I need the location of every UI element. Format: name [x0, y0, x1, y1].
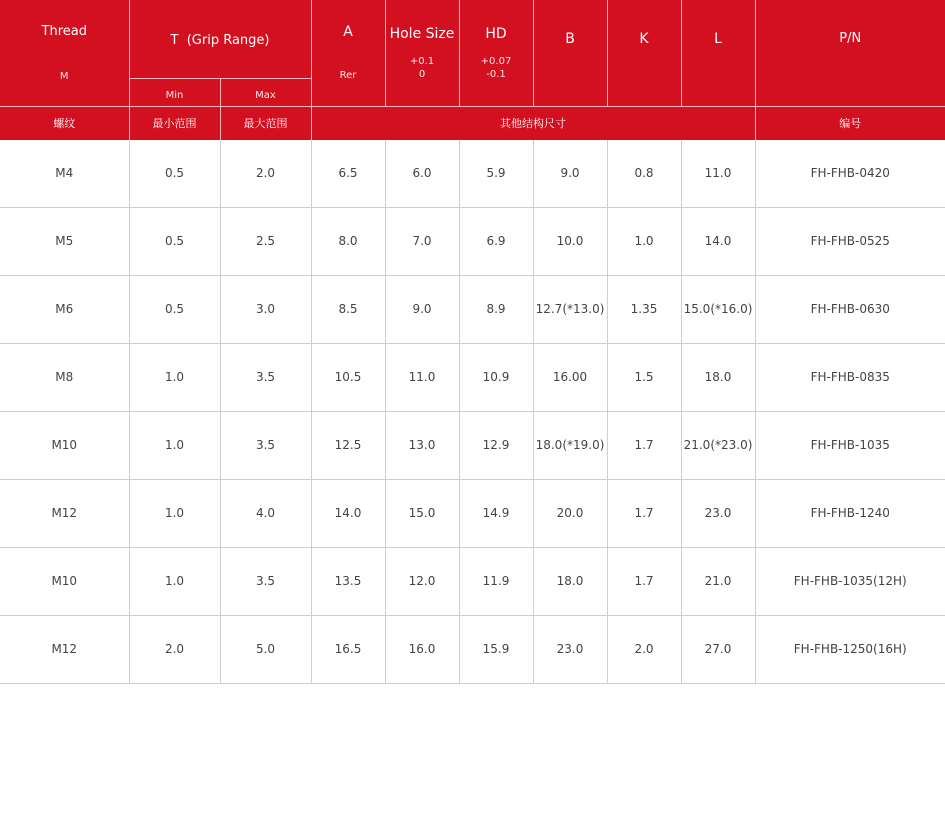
- l-title: L: [714, 30, 722, 47]
- table-row: [0, 275, 945, 343]
- cell-grip-max: 3.5: [220, 547, 311, 615]
- cell-thread: M4: [0, 140, 129, 208]
- cell-part-number: FH-FHB-0525: [755, 207, 945, 275]
- cell-grip-min: 0.5: [129, 207, 220, 275]
- table-row: [0, 140, 945, 208]
- cell-k: 1.7: [607, 411, 681, 479]
- cell-l: 11.0: [681, 140, 755, 208]
- cell-hole-size: 6.0: [385, 140, 459, 208]
- cell-thread: M8: [0, 343, 129, 411]
- cell-hole-size: 15.0: [385, 479, 459, 547]
- cell-grip-max: 3.5: [220, 411, 311, 479]
- table-row: [0, 547, 945, 615]
- hole-tol-top: +0.1: [409, 55, 435, 67]
- col-hole-header: [385, 0, 459, 106]
- cell-l: 23.0: [681, 479, 755, 547]
- cell-hd: 11.9: [459, 547, 533, 615]
- cell-grip-min: 0.5: [129, 140, 220, 208]
- col-k-header: [607, 0, 681, 106]
- cell-hd: 14.9: [459, 479, 533, 547]
- cell-b: 18.0(*19.0): [533, 411, 607, 479]
- thread-unit: M: [59, 70, 69, 82]
- cell-hd: 12.9: [459, 411, 533, 479]
- cn-other-label: 其他结构尺寸: [311, 106, 755, 140]
- cell-a: 8.5: [311, 275, 385, 343]
- col-l-header: [681, 0, 755, 106]
- cell-l: 21.0(*23.0): [681, 411, 755, 479]
- hole-tol-bottom: 0: [418, 68, 426, 80]
- cell-part-number: FH-FHB-0835: [755, 343, 945, 411]
- cell-grip-min: 1.0: [129, 479, 220, 547]
- cell-hd: 15.9: [459, 615, 533, 683]
- cn-code-label: 编号: [755, 106, 945, 140]
- col-pn-header: [755, 0, 945, 106]
- cell-grip-min: 1.0: [129, 343, 220, 411]
- cell-l: 21.0: [681, 547, 755, 615]
- pn-title: P/N: [839, 31, 862, 47]
- cell-a: 12.5: [311, 411, 385, 479]
- cell-b: 16.00: [533, 343, 607, 411]
- cell-a: 6.5: [311, 140, 385, 208]
- col-grip-header: [129, 0, 311, 78]
- cell-grip-max: 4.0: [220, 479, 311, 547]
- cn-min-label: 最小范围: [129, 106, 220, 140]
- cell-thread: M12: [0, 615, 129, 683]
- a-sub: Rer: [339, 70, 357, 82]
- cell-hd: 6.9: [459, 207, 533, 275]
- cn-max-label: 最大范围: [220, 106, 311, 140]
- cell-grip-max: 3.5: [220, 343, 311, 411]
- cell-thread: M12: [0, 479, 129, 547]
- hd-tol-top: +0.07: [480, 55, 512, 67]
- hole-title: Hole Size: [389, 25, 455, 42]
- cell-a: 16.5: [311, 615, 385, 683]
- col-a-header: [311, 0, 385, 106]
- cell-hole-size: 7.0: [385, 207, 459, 275]
- cell-part-number: FH-FHB-0420: [755, 140, 945, 208]
- table-row: [0, 411, 945, 479]
- cell-thread: M6: [0, 275, 129, 343]
- cell-a: 13.5: [311, 547, 385, 615]
- cn-thread-label: 螺纹: [0, 106, 129, 140]
- cell-k: 1.5: [607, 343, 681, 411]
- cell-b: 10.0: [533, 207, 607, 275]
- cell-b: 20.0: [533, 479, 607, 547]
- cell-hd: 10.9: [459, 343, 533, 411]
- cell-part-number: FH-FHB-1240: [755, 479, 945, 547]
- cell-a: 8.0: [311, 207, 385, 275]
- cell-k: 1.7: [607, 479, 681, 547]
- cell-part-number: FH-FHB-1035: [755, 411, 945, 479]
- cell-part-number: FH-FHB-0630: [755, 275, 945, 343]
- cell-hole-size: 9.0: [385, 275, 459, 343]
- cell-b: 9.0: [533, 140, 607, 208]
- cell-l: 27.0: [681, 615, 755, 683]
- grip-max-header: [220, 78, 311, 106]
- cell-hole-size: 16.0: [385, 615, 459, 683]
- cell-k: 2.0: [607, 615, 681, 683]
- table-row: [0, 479, 945, 547]
- table-row: [0, 207, 945, 275]
- cell-b: 18.0: [533, 547, 607, 615]
- cell-l: 18.0: [681, 343, 755, 411]
- grip-max-label: Max: [255, 89, 276, 101]
- a-title: A: [343, 24, 353, 41]
- cell-l: 15.0(*16.0): [681, 275, 755, 343]
- cell-part-number: FH-FHB-1250(16H): [755, 615, 945, 683]
- cell-grip-min: 2.0: [129, 615, 220, 683]
- table-row: [0, 343, 945, 411]
- cell-hole-size: 13.0: [385, 411, 459, 479]
- cell-k: 1.7: [607, 547, 681, 615]
- cell-grip-min: 0.5: [129, 275, 220, 343]
- table-row: [0, 615, 945, 683]
- cell-k: 0.8: [607, 140, 681, 208]
- hd-tol-bottom: -0.1: [486, 68, 506, 80]
- cell-part-number: FH-FHB-1035(12H): [755, 547, 945, 615]
- cell-b: 23.0: [533, 615, 607, 683]
- cell-grip-min: 1.0: [129, 547, 220, 615]
- col-hd-header: [459, 0, 533, 106]
- grip-title: T (Grip Range): [170, 33, 270, 49]
- cell-grip-max: 2.0: [220, 140, 311, 208]
- cell-k: 1.35: [607, 275, 681, 343]
- b-title: B: [565, 30, 575, 47]
- cell-hole-size: 12.0: [385, 547, 459, 615]
- grip-min-label: Min: [165, 89, 184, 101]
- cell-a: 10.5: [311, 343, 385, 411]
- grip-min-header: [129, 78, 220, 106]
- cell-grip-max: 3.0: [220, 275, 311, 343]
- cell-thread: M10: [0, 411, 129, 479]
- cell-b: 12.7(*13.0): [533, 275, 607, 343]
- cell-hd: 8.9: [459, 275, 533, 343]
- cell-l: 14.0: [681, 207, 755, 275]
- col-thread-header: [0, 0, 129, 106]
- cell-grip-max: 2.5: [220, 207, 311, 275]
- cell-thread: M10: [0, 547, 129, 615]
- cell-grip-max: 5.0: [220, 615, 311, 683]
- thread-title: Thread: [41, 23, 87, 39]
- cell-grip-min: 1.0: [129, 411, 220, 479]
- cell-hole-size: 11.0: [385, 343, 459, 411]
- cell-hd: 5.9: [459, 140, 533, 208]
- k-title: K: [639, 30, 649, 47]
- table-body: [0, 140, 945, 684]
- cell-k: 1.0: [607, 207, 681, 275]
- cell-a: 14.0: [311, 479, 385, 547]
- hd-title: HD: [485, 25, 507, 42]
- col-b-header: [533, 0, 607, 106]
- cell-thread: M5: [0, 207, 129, 275]
